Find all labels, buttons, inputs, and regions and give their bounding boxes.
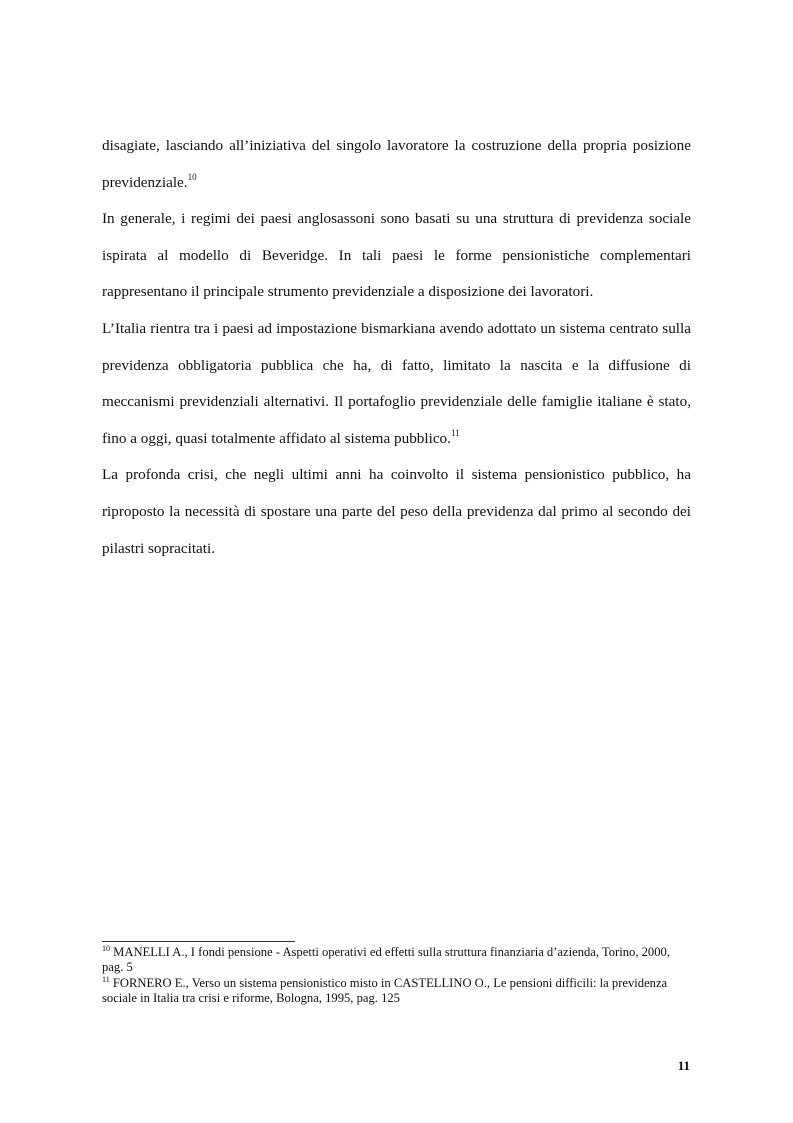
footnote-text: FORNERO E., Verso un sistema pensionistico misto in CASTELLINO O., Le pensioni difficili: la previdenza sociale in Italia tra crisi e riforme, Bologna, 1995, pag. 125 (102, 975, 668, 1006)
footnote-text: MANELLI A., I fondi pensione - Aspetti operativi ed effetti sulla struttura finanziaria d’azienda, Torino, 2000, pag. 5 (102, 945, 670, 975)
footnote-separator (102, 941, 295, 942)
footnote-number: 11 (102, 974, 110, 984)
paragraph: La profonda crisi, che negli ultimi anni ha coinvolto il sistema pensionistico pubblico, ha riproposto la necessità di spostare una parte del peso della previdenza dal primo al secondo dei pilastri sopracitati. (102, 466, 691, 557)
body-text (102, 128, 691, 567)
footnote (102, 976, 691, 1007)
footnote (102, 945, 691, 976)
footnote-ref[interactable]: 10 (187, 171, 197, 182)
paragraph: L’Italia rientra tra i paesi ad impostazione bismarkiana avendo adottato un sistema centrato sulla previdenza obbligatoria pubblica che ha, di fatto, limitato la nascita e la diffusione di meccanismi previdenziali alternativi. Il portafoglio previdenziale delle famiglie italiane è stato, fino a oggi, quasi totalmente affidato al sistema pubblico.$^{11}$ (102, 319, 691, 447)
paragraph: disagiate, lasciando all’iniziativa del singolo lavoratore la costruzione della propria posizione previdenziale.$^{10}$ (102, 137, 691, 191)
footnote-ref[interactable]: 11 (450, 427, 460, 438)
footnotes (102, 945, 691, 1007)
footnote-number: 10 (102, 944, 110, 953)
page-number: 11 (677, 1058, 690, 1073)
paragraph: In generale, i regimi dei paesi anglosassoni sono basati su una struttura di previdenza sociale ispirata al modello di Beveridge. In tali paesi le forme pensionistiche complementari rappresentano il principale strumento previdenziale a disposizione dei lavoratori. (102, 210, 691, 301)
